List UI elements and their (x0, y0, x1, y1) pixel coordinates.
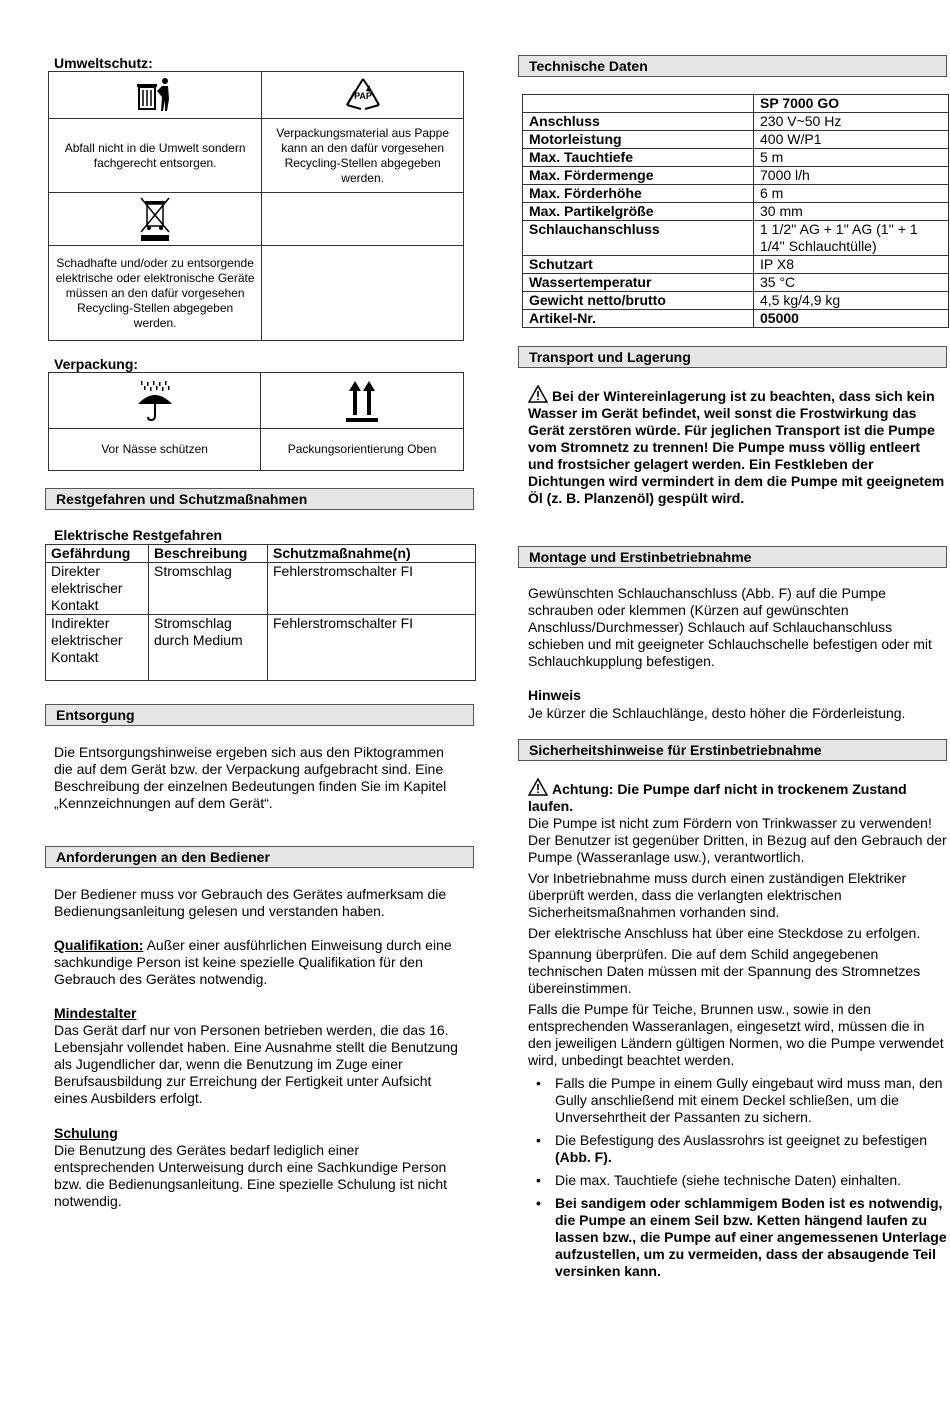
table-row (523, 167, 949, 185)
tech-value: 35 °C (754, 274, 949, 292)
tech-key: Schutzart (523, 256, 754, 274)
schulung-text: Die Benutzung des Gerätes bedarf lediglich einer entsprechenden Unterweisung durch eine Sachkundige Person bzw. die Bedienungsanleitung. Eine spezielle Schulung ist nicht notwendig. (54, 1142, 448, 1209)
achtung-text: Achtung: Die Pumpe darf nicht in trockenem Zustand laufen. (528, 781, 907, 814)
verpackung-text-naesse: Vor Nässe schützen (49, 429, 261, 471)
risk-cell: Fehlerstromschalter FI (268, 563, 476, 615)
sicherheit-header: Sicherheitshinweise für Erstinbetriebnahme (518, 739, 947, 761)
umwelt-icon-cell-2 (262, 72, 464, 119)
umweltschutz-table (48, 71, 464, 341)
tech-key: Schlauchanschluss (523, 221, 754, 256)
weee-crossed-bin-icon (138, 196, 172, 242)
entsorgung-text: Die Entsorgungshinweise ergeben sich aus den Piktogrammen die auf dem Gerät bzw. der Verpackung aufgebracht sind. Eine Beschreibung der einzelnen Bedeutungen finden Sie im Kapitel „Kennzeichnungen auf dem Gerät“. (54, 744, 447, 811)
elektrische-restgefahren-title: Elektrische Restgefahren (54, 527, 223, 543)
umwelt-empty-cell-1 (262, 193, 464, 246)
list-item: • Bei sandigem oder schlammigem Boden ist es notwendig, die Pumpe an einem Seil bzw. Ketten hängend laufen zu lassen bzw., die Pumpe auf einer angemessenen Unterlage aufzustellen, um zu vermeiden, dass der absaugende Teil versinken kann. (528, 1195, 948, 1280)
risk-header-gefaehrdung: Gefährdung (46, 545, 149, 563)
umwelt-text-abfall: Abfall nicht in die Umwelt sondern fachgerecht entsorgen. (49, 119, 262, 193)
mindestalter-title: Mindestalter (54, 1005, 137, 1021)
table-row (523, 256, 949, 274)
list-item: • Die max. Tauchtiefe (siehe technische Daten) einhalten. (528, 1172, 948, 1189)
list-item: • Falls die Pumpe in einem Gully eingebaut wird muss man, den Gully anschließend mit einem Deckel schließen, um die Unversehrtheit der Passanten zu sichern. (528, 1075, 948, 1126)
tech-key: Max. Förderhöhe (523, 185, 754, 203)
risk-header-beschreibung: Beschreibung (149, 545, 268, 563)
qualifikation-label: Qualifikation: (54, 937, 144, 953)
sicherheit-para: Der elektrische Anschluss hat über eine Steckdose zu erfolgen. (528, 925, 921, 941)
risk-table-header-row (46, 545, 476, 563)
table-row (523, 292, 949, 310)
table-row (523, 113, 949, 131)
tech-key: Gewicht netto/brutto (523, 292, 754, 310)
qualifikation-paragraph (54, 937, 466, 988)
verpackung-icon-cell-2 (261, 373, 464, 429)
tech-key: Motorleistung (523, 131, 754, 149)
tech-empty-key (523, 95, 754, 113)
risk-cell: Fehlerstromschalter FI (268, 615, 476, 681)
hinweis-text: Je kürzer die Schlauchlänge, desto höher die Förderleistung. (528, 705, 906, 721)
sicherheit-para: Vor Inbetriebnahme muss durch einen zuständigen Elektriker überprüft werden, dass die verlangten elektrischen Sicherheitsmaßnahmen vorhanden sind. (528, 870, 907, 920)
pap-label: PAP (353, 91, 372, 101)
tech-model: SP 7000 GO (754, 95, 949, 113)
umwelt-text-elektro: Schadhafte und/oder zu entsorgende elektrische oder elektronische Geräte müssen an den dafür vorgesehen Recycling-Stellen abgegeben werden. (49, 246, 262, 341)
table-row (523, 221, 949, 256)
tech-value: 400 W/P1 (754, 131, 949, 149)
warning-triangle-icon (528, 778, 548, 796)
tech-value: 7000 l/h (754, 167, 949, 185)
entsorgung-header: Entsorgung (45, 704, 474, 726)
umwelt-text-verpackung: Verpackungsmaterial aus Pappe kann an den dafür vorgesehen Recycling-Stellen abgegeben werden. (262, 119, 464, 193)
technische-daten-header: Technische Daten (518, 55, 947, 77)
sicherheit-para: Die Pumpe ist nicht zum Fördern von Trinkwasser zu verwenden! (528, 815, 932, 831)
umbrella-rain-icon (135, 380, 175, 422)
anforderungen-header: Anforderungen an den Bediener (45, 846, 474, 868)
tech-value: 6 m (754, 185, 949, 203)
montage-text: Gewünschten Schlauchanschluss (Abb. F) auf die Pumpe schrauben oder klemmen (Kürzen auf gewünschten Anschluss/Durchmesser) Schlauch auf Schlauchanschluss schieben und mit geeigneter Schlauchschelle befestigen oder mit Schlauchkupplung befestigen. (528, 585, 932, 669)
tech-key: Wassertemperatur (523, 274, 754, 292)
table-row (523, 131, 949, 149)
tech-value: IP X8 (754, 256, 949, 274)
sicherheit-para: Spannung überprüfen. Die auf dem Schild angegebenen technischen Daten müssen mit der Spannung des Stromnetzes übereinstimmen. (528, 946, 921, 996)
sicherheit-para: Der Benutzer ist gegenüber Dritten, in Bezug auf den Gebrauch der Pumpe (Wasseranlage usw.), verantwortlich. (528, 832, 947, 865)
table-row (523, 95, 949, 113)
restgefahren-header: Restgefahren und Schutzmaßnahmen (45, 488, 474, 510)
table-row (523, 203, 949, 221)
qualifikation-text: Außer einer ausführlichen Einweisung durch eine sachkundige Person ist keine spezielle Qualifikation für den Gebrauch des Gerätes notwendig. (54, 937, 452, 987)
montage-header: Montage und Erstinbetriebnahme (518, 546, 947, 568)
transport-warning (528, 385, 946, 507)
umwelt-icon-cell-1 (49, 72, 262, 119)
this-side-up-arrows-icon (345, 379, 379, 423)
tech-value: 230 V~50 Hz (754, 113, 949, 131)
risk-cell: Stromschlag durch Medium (149, 615, 268, 681)
umwelt-empty-cell-2 (262, 246, 464, 341)
sicherheit-body (528, 778, 948, 1286)
table-row (523, 185, 949, 203)
verpackung-table (48, 372, 464, 471)
achtung-paragraph (528, 778, 948, 815)
transport-header: Transport und Lagerung (518, 346, 947, 368)
tech-key: Max. Tauchtiefe (523, 149, 754, 167)
list-item: • Die Befestigung des Auslassrohrs ist geeignet zu befestigen (Abb. F). (528, 1132, 948, 1166)
transport-text: Bei der Wintereinlagerung ist zu beachten, dass sich kein Wasser im Gerät befindet, weil sonst die Frostwirkung das Gerät zerstören würde. Für jeglichen Transport ist die Pumpe vom Stromnetz zu trennen! Die Pumpe muss völlig entleert und frostsicher gelagert werden. Ein Festkleben der Dichtungen wird vermindert in dem die Pumpe mit geeignetem Öl (z. B. Planzenöl) gespült wird. (528, 388, 945, 506)
umwelt-icon-cell-3 (49, 193, 262, 246)
tech-table (522, 94, 949, 328)
tech-value: 1 1/2'' AG + 1'' AG (1'' + 1 1/4'' Schlauchtülle) (754, 221, 949, 256)
tech-key: Max. Partikelgröße (523, 203, 754, 221)
tech-value: 5 m (754, 149, 949, 167)
schulung-title: Schulung (54, 1125, 118, 1141)
umweltschutz-title: Umweltschutz: (54, 55, 153, 71)
pap-recycling-icon (341, 75, 385, 115)
verpackung-icon-cell-1 (49, 373, 261, 429)
table-row (523, 149, 949, 167)
hinweis-title: Hinweis (528, 687, 581, 703)
mindestalter-text: Das Gerät darf nur von Personen betrieben werden, die das 16. Lebensjahr vollendet haben. Eine Ausnahme stellt die Benutzung als Jugendlicher dar, wenn die Benutzung im Zuge einer Berufsausbildung zur Erreichung der Fertigkeit unter Aufsicht eines Ausbilders erfolgt. (54, 1022, 458, 1106)
trash-person-icon (135, 77, 175, 113)
table-row (46, 615, 476, 681)
risk-cell: Stromschlag (149, 563, 268, 615)
sicherheit-para: Falls die Pumpe für Teiche, Brunnen usw., sowie in den entsprechenden Wasseranlagen, eingesetzt wird, müssen die in den jeweiligen Ländern gültigen Normen, wo die Pumpe verwendet wird, unbedingt beachtet werden. (528, 1001, 944, 1068)
tech-value: 05000 (754, 310, 949, 328)
table-row (46, 563, 476, 615)
risk-cell: Indirekter elektrischer Kontakt (46, 615, 149, 681)
anforderungen-text: Der Bediener muss vor Gebrauch des Gerätes aufmerksam die Bedienungsanleitung gelesen und verstanden haben. (54, 886, 447, 919)
tech-key: Anschluss (523, 113, 754, 131)
risk-header-schutzmassnahme: Schutzmaßnahme(n) (268, 545, 476, 563)
tech-value: 30 mm (754, 203, 949, 221)
risk-table (45, 544, 476, 681)
sicherheit-bullet-list (528, 1075, 948, 1280)
verpackung-title: Verpackung: (54, 356, 139, 372)
tech-key: Artikel-Nr. (523, 310, 754, 328)
risk-cell: Direkter elektrischer Kontakt (46, 563, 149, 615)
table-row (523, 310, 949, 328)
warning-triangle-icon (528, 385, 548, 403)
table-row (523, 274, 949, 292)
tech-key: Max. Fördermenge (523, 167, 754, 185)
tech-value: 4,5 kg/4,9 kg (754, 292, 949, 310)
verpackung-text-orientierung: Packungsorientierung Oben (261, 429, 464, 471)
